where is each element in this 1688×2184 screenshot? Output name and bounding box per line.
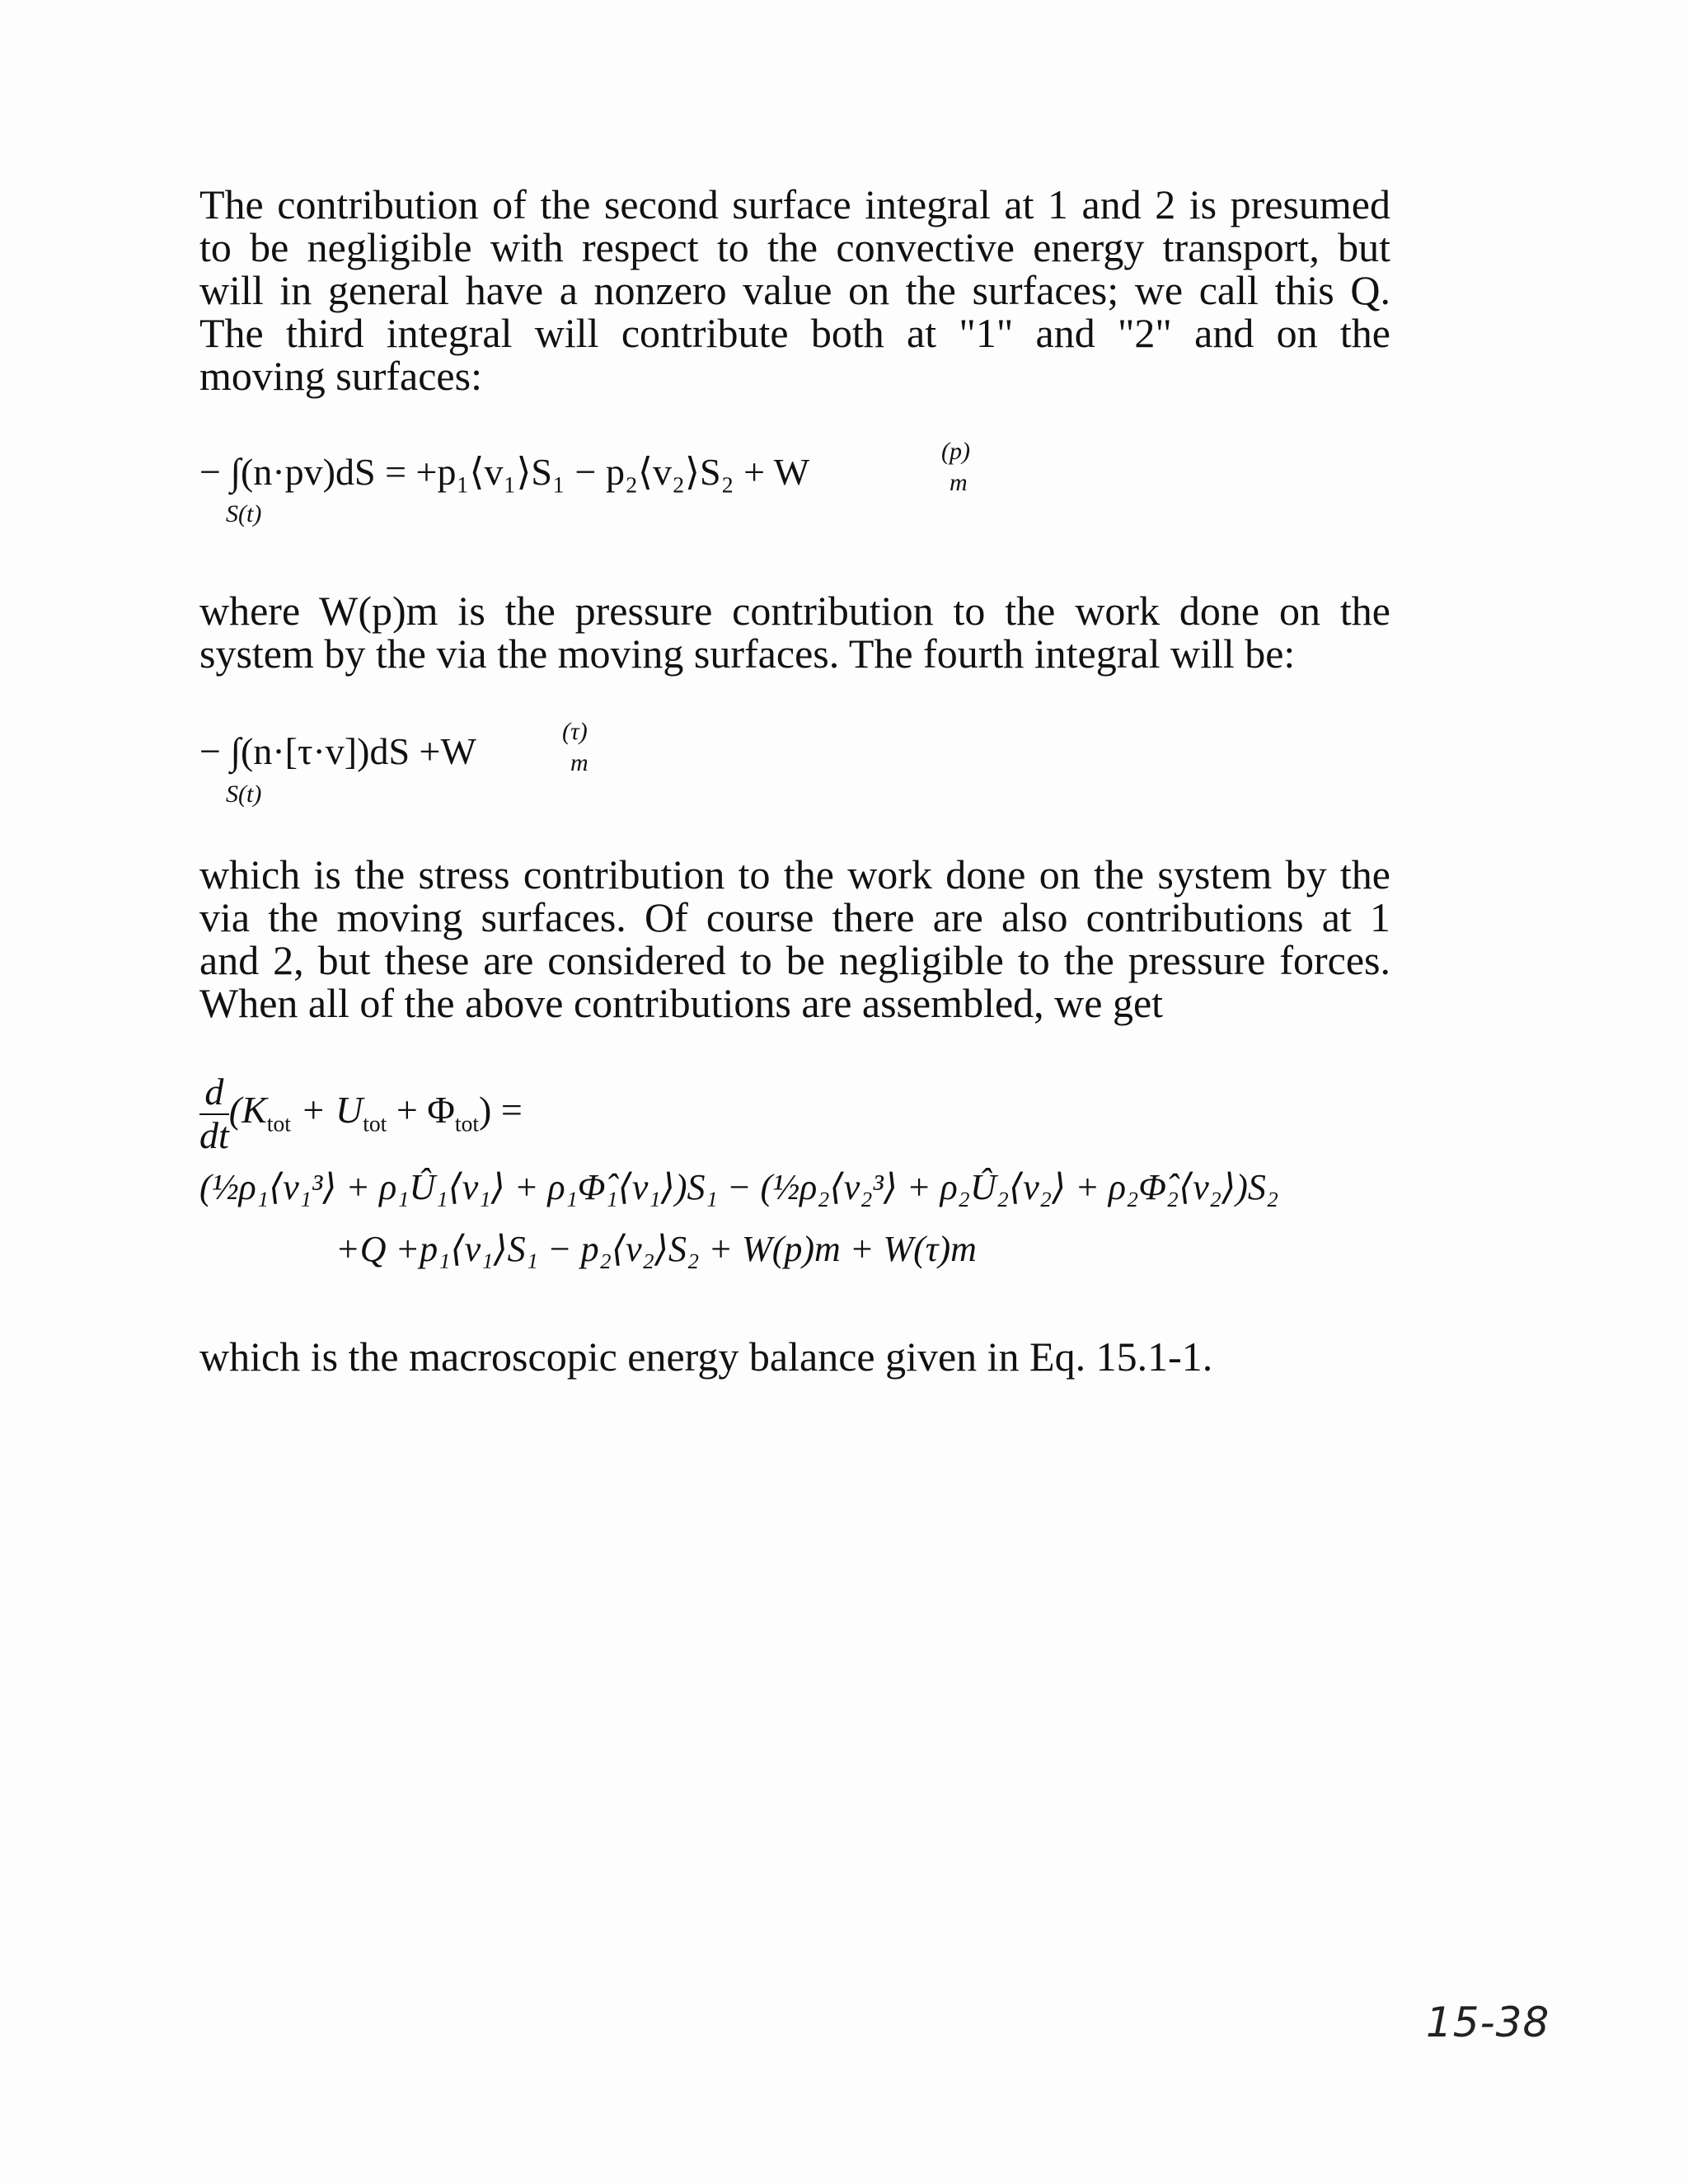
text-line: to be negligible with respect to the convective energy transport, but: [199, 224, 1390, 270]
derivative-fraction: $\frac{d}{dt}$: [199, 1071, 229, 1156]
paragraph-1: [199, 183, 1390, 397]
equation-3: [199, 1071, 1395, 1302]
paragraph-4: [199, 1335, 1390, 1378]
text-line: which is the macroscopic energy balance given in Eq. 15.1-1.: [199, 1333, 1213, 1380]
text-line: moving surfaces:: [199, 353, 482, 399]
equation-3-line-1: $\frac{d}{dt}$ $(K_{tot} + U_{tot} + \Phi_{tot})$ =: [199, 1071, 523, 1156]
text-line: via the moving surfaces. Of course there are also contributions at 1: [199, 894, 1390, 940]
text-line: When all of the above contributions are assembled, we get: [199, 980, 1164, 1026]
equation-1-limit: S(t): [226, 500, 262, 527]
paragraph-3: [199, 853, 1390, 1024]
equation-2-subscript: m: [570, 749, 588, 776]
equation-3-line-3: +Q +p₁⟨v₁⟩S₁ − p₂⟨v₂⟩S₂ + W(p)m + W(τ)m: [335, 1229, 977, 1269]
text-line: The third integral will contribute both at "1" and "2" and on the: [199, 310, 1390, 356]
text-line: and 2, but these are considered to be negligible to the pressure forces.: [199, 937, 1390, 983]
equation-2-superscript: (τ): [562, 718, 588, 745]
equation-2-body: − ∫(n·[τ·v])dS +W: [199, 730, 476, 772]
page-number: 15-38: [1426, 1999, 1550, 2046]
text-line: will in general have a nonzero value on the surfaces; we call this Q.: [199, 267, 1390, 313]
equation-3-line-2: (½ρ₁⟨v₁³⟩ + ρ₁Û₁⟨v₁⟩ + ρ₁Φ̂₁⟨v₁⟩)S₁ − (½ρ₂⟨v₂³⟩ + ρ₂Û₂⟨v₂⟩ + ρ₂Φ̂₂⟨v₂⟩)S₂: [199, 1167, 1279, 1207]
equation-1-subscript: m: [950, 469, 968, 496]
text-line: where W(p)m is the pressure contribution to the work done on the: [199, 588, 1390, 634]
equation-1-superscript: (p): [941, 438, 970, 465]
text-line: system by the via the moving surfaces. The fourth integral will be:: [199, 630, 1296, 677]
equation-1-body: − ∫(n·pv)dS = +p₁⟨v₁⟩S₁ − p₂⟨v₂⟩S₂ + W: [199, 451, 810, 493]
text-line: The contribution of the second surface integral at 1 and 2 is presumed: [199, 181, 1390, 227]
equation-2-limit: S(t): [226, 780, 262, 808]
text-line: which is the stress contribution to the work done on the system by the: [199, 851, 1390, 898]
paragraph-2: [199, 589, 1390, 675]
